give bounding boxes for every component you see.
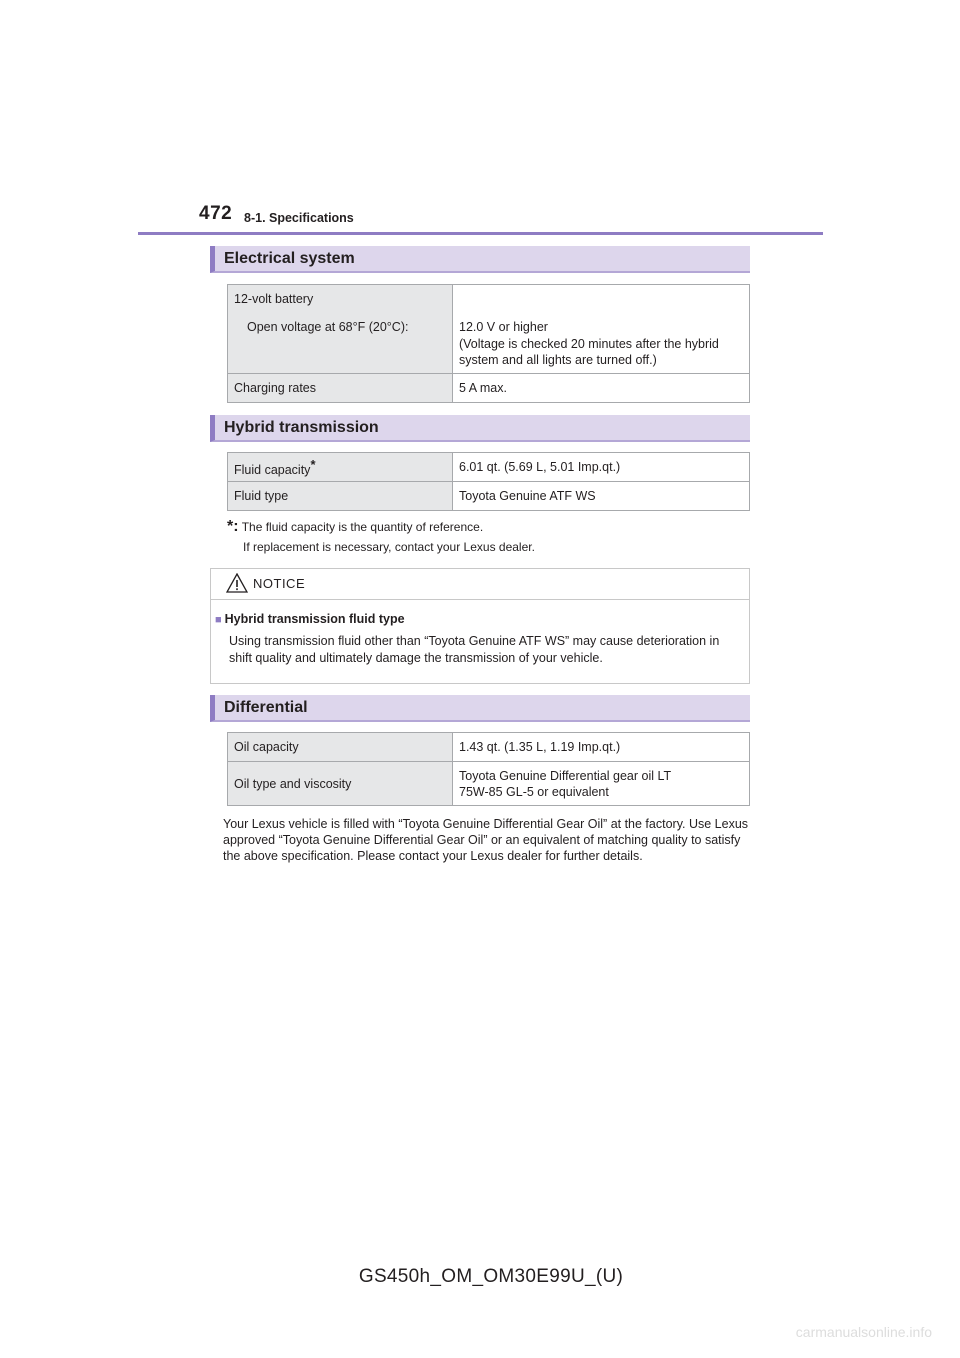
page-number: 472	[199, 203, 233, 224]
notice-label: NOTICE	[253, 576, 306, 591]
footnote-line-2: If replacement is necessary, contact your Lexus dealer.	[243, 540, 535, 554]
oil-capacity-value: 1.43 qt. (1.35 L, 1.19 Imp.qt.)	[453, 733, 750, 762]
fluid-capacity-value: 6.01 qt. (5.69 L, 5.01 Imp.qt.)	[453, 453, 750, 482]
section-title-differential	[210, 695, 750, 722]
oil-type-label: Oil type and viscosity	[228, 762, 453, 806]
table-row	[228, 453, 750, 482]
document-code: GS450h_OM_OM30E99U_(U)	[358, 1266, 624, 1287]
section-title-text: Differential	[224, 699, 308, 716]
open-voltage-note: (Voltage is checked 20 minutes after the hybrid system and all lights are turned off.)	[459, 337, 719, 367]
hybrid-spec-table	[227, 452, 750, 511]
footnote	[227, 517, 535, 557]
table-row	[228, 762, 750, 806]
differential-note: Your Lexus vehicle is filled with “Toyota Genuine Differential Gear Oil” at the factory. Use Lexus approved “Toyota Genuine Differential Gear Oil” or an equivalent of matching quality to satisfy the above specification. Please contact your Lexus dealer for further details.	[223, 817, 749, 863]
header-divider	[138, 232, 823, 235]
square-bullet-icon: ■	[215, 614, 222, 626]
oil-capacity-label: Oil capacity	[228, 733, 453, 762]
charging-label: Charging rates	[228, 374, 453, 403]
fluid-capacity-label: Fluid capacity	[234, 463, 311, 478]
table-row	[228, 482, 750, 511]
warning-triangle-icon	[226, 573, 248, 598]
footnote-marker: *	[310, 456, 316, 472]
section-title-text: Electrical system	[224, 250, 355, 267]
electrical-spec-table	[227, 284, 750, 403]
oil-type-value-cell	[453, 762, 750, 806]
table-row	[228, 733, 750, 762]
battery-value-cell	[453, 285, 750, 374]
section-title-hybrid	[210, 415, 750, 442]
notice-subheading	[215, 612, 405, 626]
footnote-line-1: The fluid capacity is the quantity of reference.	[241, 520, 484, 534]
notice-header	[211, 569, 749, 600]
notice-body: Using transmission fluid other than “Toyota Genuine ATF WS” may cause deterioration in shift quality and ultimately damage the transmission of your vehicle.	[229, 634, 720, 665]
footnote-mark: *:	[227, 518, 239, 535]
notice-subheading-text: Hybrid transmission fluid type	[224, 612, 405, 626]
oil-type-value-line-1: Toyota Genuine Differential gear oil LT	[459, 768, 672, 783]
open-voltage-label: Open voltage at 68°F (20°C):	[247, 320, 409, 334]
table-row	[228, 285, 750, 374]
charging-value: 5 A max.	[453, 374, 750, 403]
fluid-type-value: Toyota Genuine ATF WS	[453, 482, 750, 511]
table-row	[228, 374, 750, 403]
battery-label: 12-volt battery	[234, 292, 314, 306]
battery-label-cell	[228, 285, 453, 374]
section-title-text: Hybrid transmission	[224, 419, 379, 436]
differential-spec-table	[227, 732, 750, 806]
section-title-electrical	[210, 246, 750, 273]
fluid-type-label: Fluid type	[228, 482, 453, 511]
notice-box	[210, 568, 750, 684]
open-voltage-value: 12.0 V or higher	[459, 320, 548, 334]
watermark: carmanualsonline.info	[795, 1324, 932, 1340]
section-reference: 8-1. Specifications	[244, 211, 354, 225]
oil-type-value-line-2: 75W-85 GL-5 or equivalent	[459, 784, 609, 799]
fluid-capacity-label-cell	[228, 453, 453, 482]
